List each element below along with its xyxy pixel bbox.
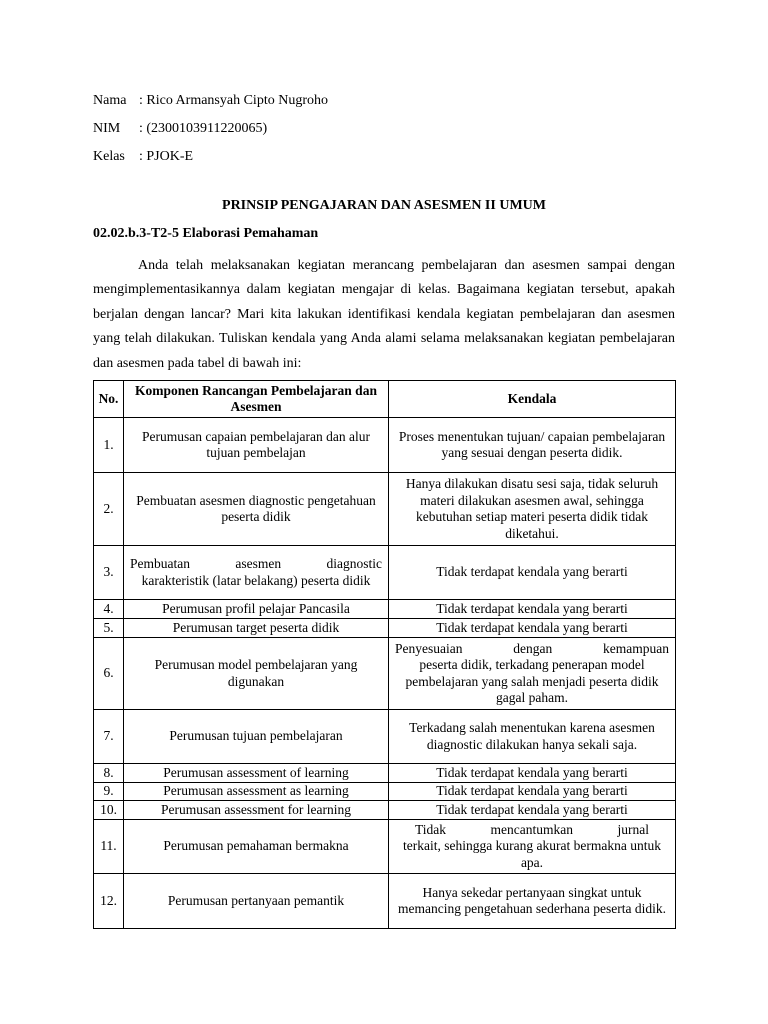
row-no: 3. [94, 546, 124, 600]
row-no: 11. [94, 820, 124, 874]
row-no: 8. [94, 764, 124, 783]
row-kendala-line: peserta didik, terkadang penerapan model pembelajaran yang salah menjadi peserta didik gagal paham. [405, 657, 659, 705]
table-row [94, 546, 676, 600]
table-row [94, 619, 676, 638]
row-no: 5. [94, 619, 124, 638]
row-no: 7. [94, 710, 124, 764]
nim-row [93, 115, 328, 143]
row-komponen-line: Pembuatan asesmen diagnostic [130, 556, 382, 571]
row-komponen: Perumusan model pembelajaran yang digunakan [124, 638, 389, 710]
row-no: 12. [94, 874, 124, 929]
row-komponen: Perumusan target peserta didik [124, 619, 389, 638]
class-value: : PJOK-E [139, 149, 194, 164]
student-info [93, 87, 328, 171]
table-header-row [94, 381, 676, 418]
table-row [94, 764, 676, 783]
table-row [94, 710, 676, 764]
row-komponen-line: karakteristik (latar belakang) peserta didik [141, 572, 371, 588]
row-no: 4. [94, 600, 124, 619]
row-komponen: Perumusan pertanyaan pemantik [124, 874, 389, 929]
row-komponen [124, 546, 389, 600]
row-kendala: Hanya sekedar pertanyaan singkat untuk memancing pengetahuan sederhana peserta didik. [389, 874, 676, 929]
class-row [93, 143, 328, 171]
row-kendala-line: Tidak mencantumkan jurnal [415, 821, 649, 837]
row-kendala [389, 820, 676, 874]
row-kendala-line: terkait, sehingga kurang akurat bermakna untuk apa. [403, 838, 661, 870]
document-title: PRINSIP PENGAJARAN DAN ASESMEN II UMUM [222, 198, 546, 213]
instruction-paragraph: Anda telah melaksanakan kegiatan merancang pembelajaran dan asesmen sampai dengan mengimplementasikannya dalam kegiatan mengajar di kelas. Bagaimana kegiatan tersebut, apakah berjalan dengan lancar? Mari kita lakukan identifikasi kendala kegiatan pembelajaran dan asesmen yang telah dilakukan. Tuliskan kendala yang Anda alami selama melaksanakan kegiatan pembelajaran dan asesmen pada tabel di bawah ini: [93, 258, 675, 371]
row-komponen: Perumusan pemahaman bermakna [124, 820, 389, 874]
table-row [94, 874, 676, 929]
name-value: : Rico Armansyah Cipto Nugroho [139, 93, 328, 108]
table-row [94, 783, 676, 801]
name-row [93, 87, 328, 115]
nim-label: NIM [93, 121, 121, 136]
kendala-table [93, 380, 676, 929]
row-komponen: Perumusan profil pelajar Pancasila [124, 600, 389, 619]
row-kendala: Terkadang salah menentukan karena asesmen diagnostic dilakukan hanya sekali saja. [389, 710, 676, 764]
row-kendala: Tidak terdapat kendala yang berarti [389, 764, 676, 783]
row-kendala: Hanya dilakukan disatu sesi saja, tidak seluruh materi dilakukan asesmen awal, sehingga kebutuhan setiap materi peserta didik tidak diketahui. [389, 473, 676, 546]
row-komponen: Perumusan assessment of learning [124, 764, 389, 783]
row-no: 9. [94, 783, 124, 801]
row-komponen: Perumusan capaian pembelajaran dan alur tujuan pembelajan [124, 418, 389, 473]
row-no: 6. [94, 638, 124, 710]
row-kendala: Tidak terdapat kendala yang berarti [389, 783, 676, 801]
row-kendala [389, 638, 676, 710]
row-no: 1. [94, 418, 124, 473]
row-kendala: Tidak terdapat kendala yang berarti [389, 619, 676, 638]
header-no: No. [94, 381, 124, 418]
row-komponen: Perumusan assessment as learning [124, 783, 389, 801]
row-no: 10. [94, 801, 124, 820]
header-komponen: Komponen Rancangan Pembelajaran dan Asesmen [124, 381, 389, 418]
table-row [94, 418, 676, 473]
table-row [94, 820, 676, 874]
row-komponen: Perumusan assessment for learning [124, 801, 389, 820]
name-label: Nama [93, 93, 127, 108]
table-row [94, 600, 676, 619]
class-label: Kelas [93, 149, 125, 164]
row-kendala: Proses menentukan tujuan/ capaian pembelajaran yang sesuai dengan peserta didik. [389, 418, 676, 473]
nim-value: : (2300103911220065) [139, 121, 268, 136]
row-no: 2. [94, 473, 124, 546]
table-row [94, 473, 676, 546]
row-kendala: Tidak terdapat kendala yang berarti [389, 801, 676, 820]
table-row [94, 638, 676, 710]
row-kendala: Tidak terdapat kendala yang berarti [389, 600, 676, 619]
row-kendala-line: Penyesuaian dengan kemampuan [395, 640, 669, 656]
row-komponen: Pembuatan asesmen diagnostic pengetahuan peserta didik [124, 473, 389, 546]
row-komponen: Perumusan tujuan pembelajaran [124, 710, 389, 764]
document-subtitle: 02.02.b.3-T2-5 Elaborasi Pemahaman [93, 226, 319, 241]
header-kendala: Kendala [389, 381, 676, 418]
table-row [94, 801, 676, 820]
row-kendala: Tidak terdapat kendala yang berarti [389, 546, 676, 600]
